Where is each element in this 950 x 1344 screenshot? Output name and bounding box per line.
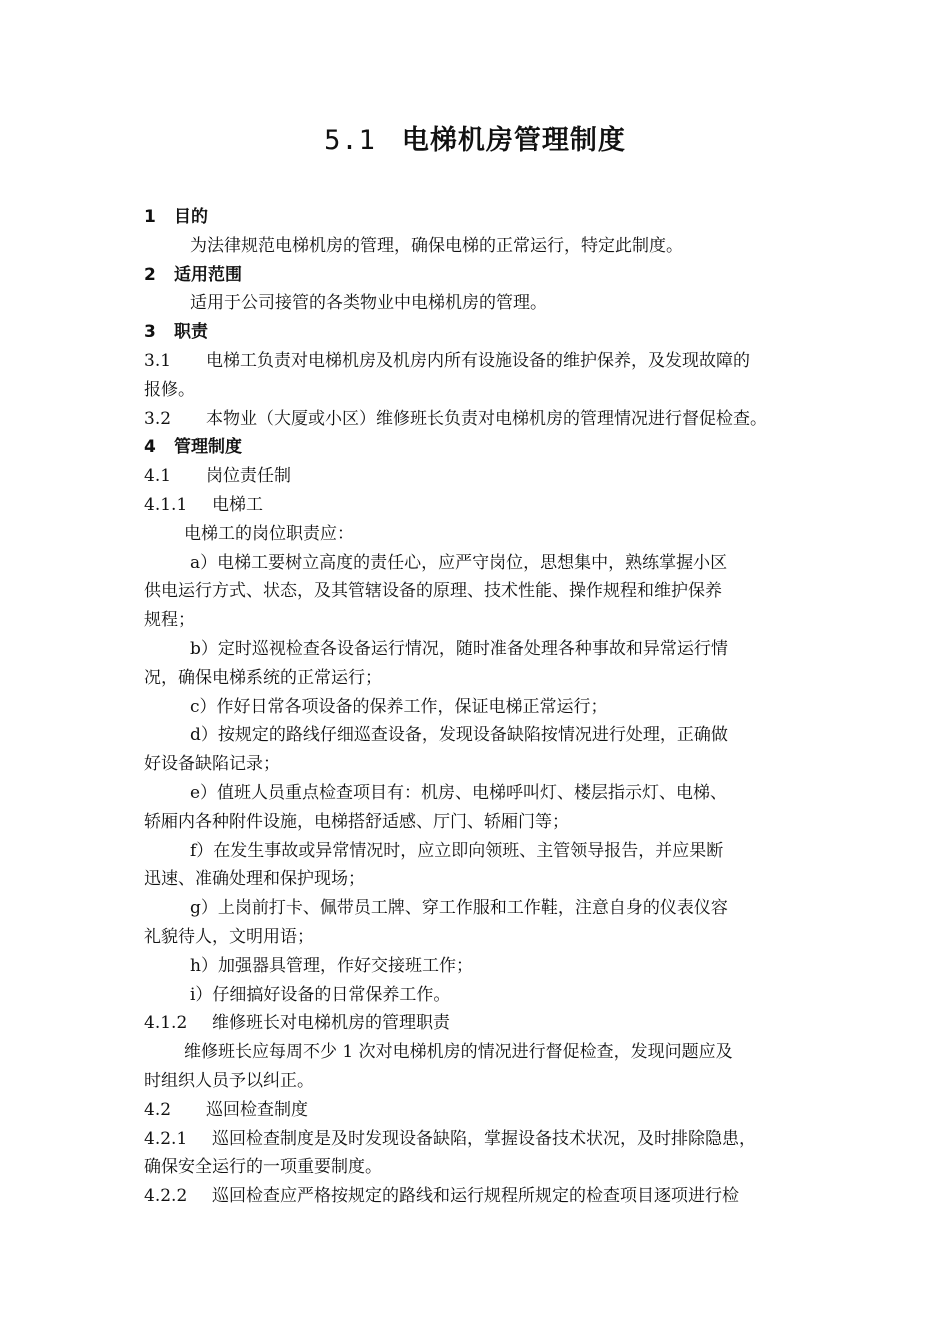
list-item-continuation: 况，确保电梯系统的正常运行； [144, 667, 382, 688]
list-item-continuation: 规程； [144, 610, 195, 631]
list-item-continuation: 礼貌待人，文明用语； [144, 926, 314, 947]
list-item-continuation: 轿厢内各种附件设施，电梯搭舒适感、厅门、轿厢门等； [144, 811, 569, 832]
section-heading: 1 目的 [144, 207, 208, 227]
paragraph: 适用于公司接管的各类物业中电梯机房的管理。 [190, 293, 547, 314]
subsection-heading: 4.1.1 电梯工 [144, 494, 263, 515]
list-item: e）值班人员重点检查项目有：机房、电梯呼叫灯、楼层指示灯、电梯、 [190, 782, 728, 803]
list-item-continuation: 好设备缺陷记录； [144, 754, 280, 775]
clause: 4.2.2 巡回检查应严格按规定的路线和运行规程所规定的检查项目逐项进行检 [144, 1186, 739, 1207]
subsection-heading: 4.2 巡回检查制度 [144, 1099, 308, 1120]
list-item-continuation: 迅速、准确处理和保护现场； [144, 869, 365, 890]
document-body [144, 203, 812, 1211]
section-heading: 4 管理制度 [144, 437, 242, 458]
list-item: h）加强器具管理，作好交接班工作； [190, 955, 473, 976]
list-item: i）仔细搞好设备的日常保养工作。 [190, 984, 451, 1005]
section-heading: 3 职责 [144, 322, 208, 343]
paragraph: 电梯工的岗位职责应： [184, 523, 354, 544]
clause: 4.2.1 巡回检查制度是及时发现设备缺陷，掌握设备技术状况，及时排除隐患， [144, 1128, 756, 1149]
list-item: d）按规定的路线仔细巡查设备，发现设备缺陷按情况进行处理，正确做 [190, 725, 728, 746]
list-item: a）电梯工要树立高度的责任心，应严守岗位，思想集中，熟练掌握小区 [190, 552, 728, 573]
subsection-heading: 4.1.2 维修班长对电梯机房的管理职责 [144, 1013, 450, 1034]
list-item: b）定时巡视检查各设备运行情况，随时准备处理各种事故和异常运行情 [190, 638, 728, 659]
paragraph: 维修班长应每周不少 1 次对电梯机房的情况进行督促检查，发现问题应及 [184, 1042, 733, 1063]
subsection-heading: 4.1 岗位责任制 [144, 466, 291, 487]
list-item: g）上岗前打卡、佩带员工牌、穿工作服和工作鞋，注意自身的仪表仪容 [190, 898, 728, 919]
paragraph: 为法律规范电梯机房的管理，确保电梯的正常运行，特定此制度。 [190, 235, 683, 256]
clause: 3.2 本物业（大厦或小区）维修班长负责对电梯机房的管理情况进行督促检查。 [144, 408, 767, 429]
list-item-continuation: 供电运行方式、状态，及其管辖设备的原理、技术性能、操作规程和维护保养 [144, 581, 722, 602]
clause-continuation: 报修。 [144, 379, 195, 400]
section-heading: 2 适用范围 [144, 264, 242, 285]
list-item: c）作好日常各项设备的保养工作，保证电梯正常运行； [190, 696, 608, 717]
clause-continuation: 确保安全运行的一项重要制度。 [144, 1157, 382, 1178]
list-item: f）在发生事故或异常情况时，应立即向领班、主管领导报告，并应果断 [190, 840, 724, 861]
clause: 3.1 电梯工负责对电梯机房及机房内所有设施设备的维护保养，及发现故障的 [144, 350, 750, 371]
title-number: 5.1 [324, 125, 376, 156]
paragraph-continuation: 时组织人员予以纠正。 [144, 1070, 314, 1091]
page-title [0, 118, 950, 157]
title-text: 电梯机房管理制度 [401, 125, 626, 156]
